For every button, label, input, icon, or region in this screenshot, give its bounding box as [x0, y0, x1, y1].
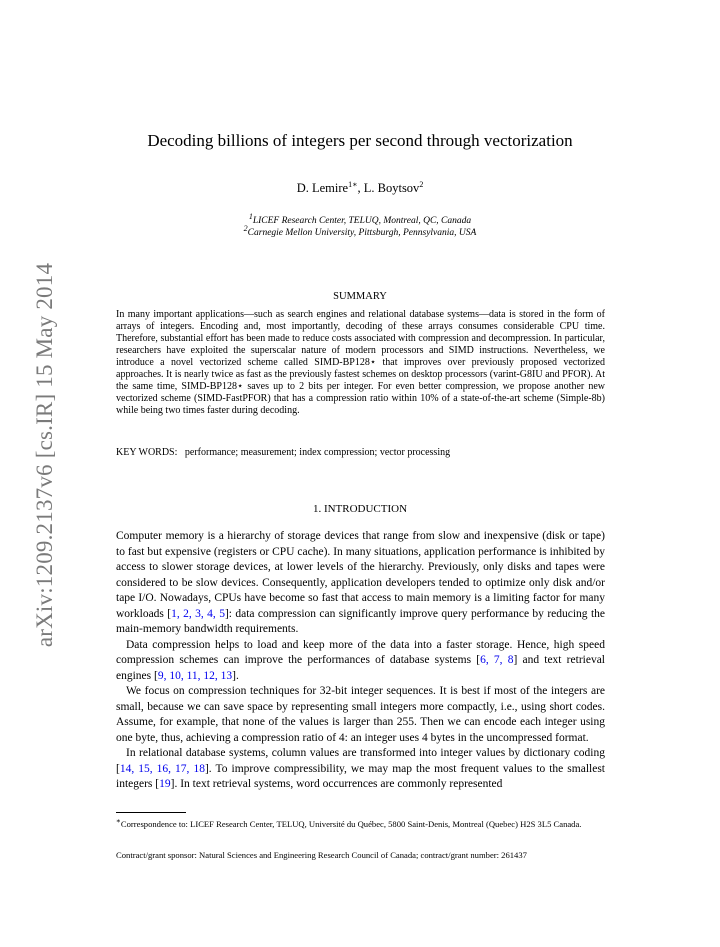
affiliation-2-text: Carnegie Mellon University, Pittsburgh, Pennsylvania, USA — [247, 228, 477, 239]
author-boytsov: L. Boytsov — [363, 181, 420, 196]
paragraph-2-text-a: Data compression helps to load and keep more of the data into a faster storage. Hence, high speed compression schemes can improve the performances of database systems [ — [116, 638, 605, 666]
footnote-mark: ∗ — [116, 817, 121, 825]
paragraph-4 — [116, 746, 605, 793]
affiliation-2 — [0, 224, 720, 238]
paragraph-4-text-b: ]. To improve compressibility, we may map the most frequent values to the smallest integers [ — [116, 762, 605, 790]
citation-link[interactable]: 14, 15, 16, 17, 18 — [119, 762, 205, 775]
paper-title: Decoding billions of integers per second through vectorization — [147, 131, 573, 150]
affiliation-1-mark: 1 — [248, 212, 253, 221]
paragraph-2-text-c: ]. — [232, 669, 239, 682]
paragraph-2-text-b: ] and text retrieval engines [ — [116, 654, 605, 682]
footnote-correspondence — [116, 815, 605, 830]
introduction-body — [116, 529, 605, 793]
summary-heading: SUMMARY — [333, 291, 387, 302]
arxiv-identifier: arXiv:1209.2137v6 [cs.IR] 15 May 2014 — [32, 262, 57, 648]
paragraph-3: We focus on compression techniques for 32-bit integer sequences. It is best if most of the integers are small, because we can save space by representing small integers more compactly, i.e., using short codes. Assume, for example, that none of the values is larger than 255. Then we can encode each integer using one byte, thus, achieving a compression ratio of 4: an integer uses 4 bytes in the uncompressed format. — [116, 685, 605, 744]
author-lemire-mark: 1∗ — [348, 180, 358, 189]
author-lemire: D. Lemire — [296, 181, 349, 196]
keywords-label: KEY WORDS: — [116, 447, 178, 458]
paragraph-4-text-c: ]. In text retrieval systems, word occurrences are commonly represented — [170, 778, 503, 790]
affiliation-2-mark: 2 — [243, 224, 248, 233]
keywords-line — [116, 447, 605, 458]
author-boytsov-mark: 2 — [419, 180, 424, 189]
paragraph-1-text-a: Computer memory is a hierarchy of storage devices that range from slow and inexpensive (disk or tape) to fast but expensive (registers or CPU cache). In many situations, application performance is inhibited by access to slower storage devices, at lower levels of the hierarchy. Previously, only disks and tapes were considered to be slow devices. Consequently, application developers tended to optimize only disk and/or tape I/O. Nowadays, CPUs have become so fast that access to main memory is a limiting factor for many workloads [ — [116, 530, 605, 620]
footnote-rule — [116, 812, 186, 813]
paragraph-1 — [116, 529, 605, 638]
author-separator: , — [357, 181, 364, 196]
paragraph-2 — [116, 638, 605, 685]
arxiv-sidebar-stamp — [25, 245, 65, 665]
citation-link[interactable]: 6, 7, 8 — [480, 654, 514, 666]
grant-sponsor-note: Contract/grant sponsor: Natural Sciences and Engineering Research Council of Canada; contract/grant number: 261437 — [116, 850, 527, 860]
affiliation-1-text: LICEF Research Center, TELUQ, Montreal, QC, Canada — [252, 216, 472, 227]
citation-link[interactable]: 1, 2, 3, 4, 5 — [171, 607, 225, 620]
citation-link[interactable]: 19 — [159, 778, 171, 790]
footnote-text: Correspondence to: LICEF Research Center, TELUQ, Université du Québec, 5800 Saint-Denis, Montreal (Quebec) H2S 3L5 Canada. — [120, 818, 582, 829]
section-heading-introduction: 1. INTRODUCTION — [312, 503, 408, 515]
keywords-text: performance; measurement; index compression; vector processing — [184, 447, 451, 458]
citation-link[interactable]: 9, 10, 11, 12, 13 — [157, 669, 233, 682]
author-line — [0, 180, 720, 196]
paragraph-1-text-b: ]: data compression can significantly improve query performance by reducing the main-memory bandwidth requirements. — [116, 607, 605, 635]
paragraph-4-text-a: In relational database systems, column values are transformed into integer values by dictionary coding [ — [116, 747, 605, 775]
summary-abstract: In many important applications—such as search engines and relational database systems—data is stored in the form of arrays of integers. Encoding and, most importantly, decoding of these arrays consumes considerable CPU time. Therefore, substantial effort has been made to reduce costs associated with compression and decompression. In particular, researchers have exploited the superscalar nature of modern processors and SIMD instructions. Nevertheless, we introduce a novel vectorized scheme called SIMD-BP128⋆ that improves over previously proposed vectorized approaches. It is nearly twice as fast as the previously fastest schemes on desktop processors (varint-G8IU and PFOR). At the same time, SIMD-BP128⋆ saves up to 2 bits per integer. For even better compression, we propose another new vectorized scheme (SIMD-FastPFOR) that has a compression ratio within 10% of a state-of-the-art scheme (Simple-8b) while being two times faster during decoding. — [116, 309, 605, 416]
